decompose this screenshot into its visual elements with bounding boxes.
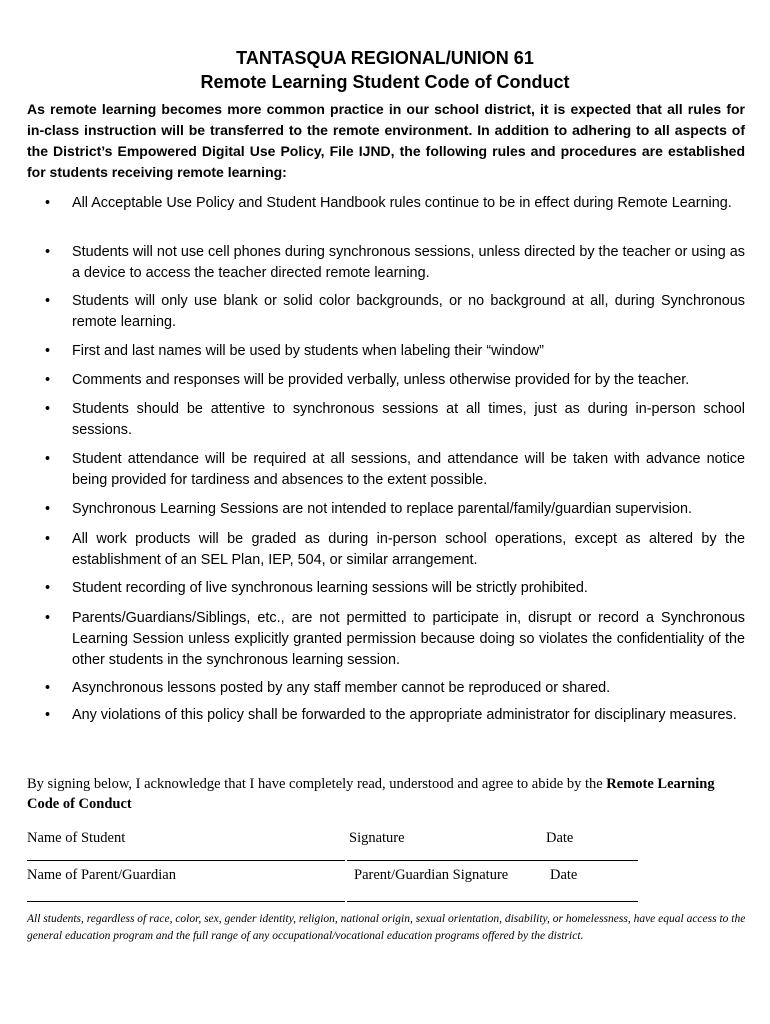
rule-text: All Acceptable Use Policy and Student Handbook rules continue to be in effect during Remote Learning. — [72, 195, 732, 211]
bullet-icon: • — [45, 680, 51, 696]
student-date-label: Date — [546, 830, 574, 846]
student-name-label: Name of Student — [27, 830, 126, 846]
document-title-line1: TANTASQUA REGIONAL/UNION 61 — [236, 48, 534, 68]
acknowledgement-text: By signing below, I acknowledge that I have completely read, understood and agree to abide by the — [27, 776, 607, 792]
list-item — [27, 449, 745, 491]
rule-text: Students should be attentive to synchronous sessions at all times, just as during in-person school sessions. — [72, 401, 745, 438]
rule-text: Students will only use blank or solid color backgrounds, or no background at all, during Synchronous remote learning. — [72, 293, 745, 330]
rule-text: Student recording of live synchronous learning sessions will be strictly prohibited. — [72, 580, 588, 596]
parent-date-label: Date — [550, 867, 578, 883]
document-title-line2: Remote Learning Student Code of Conduct — [200, 72, 570, 92]
rule-text: Students will not use cell phones during synchronous sessions, unless directed by the teacher or using as a device to access the teacher directed remote learning. — [72, 244, 745, 281]
rule-text: Parents/Guardians/Siblings, etc., are not permitted to participate in, disrupt or record a Synchronous Learning Session unless explicitly granted permission because doing so violates the confidentiality of the other students in the synchronous learning session. — [72, 610, 745, 668]
intro-paragraph: As remote learning becomes more common practice in our school district, it is expected that all rules for in-class instruction will be transferred to the remote environment. In addition to adhering to all aspects of the District’s Empowered Digital Use Policy, File IJND, the following rules and procedures are established for students receiving remote learning: — [27, 101, 745, 180]
acknowledgement-bold-title: Remote Learning Code of Conduct — [27, 776, 715, 812]
rule-text: Any violations of this policy shall be forwarded to the appropriate administrator for disciplinary measures. — [72, 707, 737, 723]
list-item — [27, 678, 745, 699]
bullet-icon: • — [45, 293, 51, 309]
nondiscrimination-footer: All students, regardless of race, color, sex, gender identity, religion, national origin, sexual orientation, disability, or homelessness, have equal access to the general education program and the full range of any occupational/vocational education programs offered by the district. — [27, 913, 746, 942]
bullet-icon: • — [45, 343, 51, 359]
list-item — [27, 193, 745, 214]
rule-text: All work products will be graded as during in-person school operations, except as altered by the establishment of an SEL Plan, IEP, 504, or similar arrangement. — [72, 531, 745, 568]
rule-text: Synchronous Learning Sessions are not intended to replace parental/family/guardian supervision. — [72, 501, 692, 517]
bullet-icon: • — [45, 244, 51, 260]
list-item — [27, 291, 745, 333]
list-item — [27, 578, 745, 599]
parent-name-label: Name of Parent/Guardian — [27, 867, 176, 883]
list-item — [27, 242, 745, 284]
rule-text: First and last names will be used by students when labeling their “window” — [72, 343, 544, 359]
list-item — [27, 705, 745, 726]
student-signature-label: Signature — [349, 830, 405, 846]
parent-signature-label: Parent/Guardian Signature — [354, 867, 509, 883]
list-item — [27, 341, 745, 362]
bullet-icon: • — [45, 195, 51, 211]
bullet-icon: • — [45, 501, 51, 517]
acknowledgement-statement — [27, 774, 747, 814]
student-name-field[interactable] — [27, 860, 345, 861]
rule-text: Asynchronous lessons posted by any staff member cannot be reproduced or shared. — [72, 680, 611, 696]
bullet-icon: • — [45, 707, 51, 723]
list-item — [27, 529, 745, 571]
student-signature-date-field[interactable] — [347, 860, 638, 861]
list-item — [27, 499, 745, 520]
bullet-icon: • — [45, 580, 51, 596]
bullet-icon: • — [45, 531, 51, 547]
bullet-icon: • — [45, 372, 51, 388]
parent-signature-date-field[interactable] — [347, 901, 638, 902]
list-item — [27, 370, 745, 391]
rule-text: Comments and responses will be provided verbally, unless otherwise provided for by the teacher. — [72, 372, 690, 388]
bullet-icon: • — [45, 401, 51, 417]
list-item — [27, 608, 745, 671]
list-item — [27, 399, 745, 441]
bullet-icon: • — [45, 610, 51, 626]
parent-name-field[interactable] — [27, 901, 345, 902]
bullet-icon: • — [45, 451, 51, 467]
rule-text: Student attendance will be required at all sessions, and attendance will be taken with advance notice being provided for tardiness and absences to the extent possible. — [72, 451, 745, 488]
